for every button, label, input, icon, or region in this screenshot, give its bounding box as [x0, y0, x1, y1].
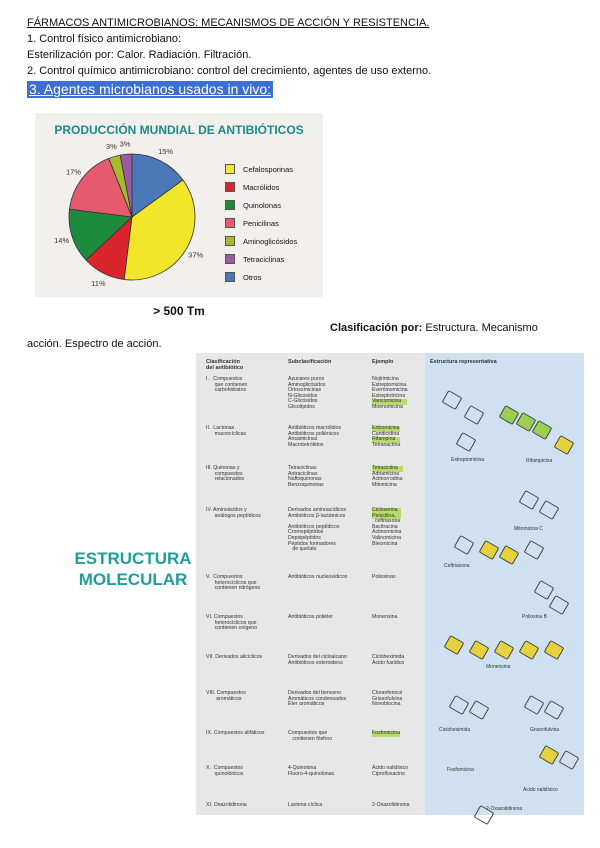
- table-cell-sub: Azucares puros Aminoglicósidos Ortosomicinas N-Glicosidos C-Glicósidos Glicolípidos: [288, 376, 326, 410]
- table-cell-cls: II. Lactonas macrocíclicas: [206, 425, 247, 437]
- example-name: 2-Oxazolidinona: [372, 802, 410, 808]
- legend-label: Aminoglicósidos: [243, 236, 298, 246]
- example-name: Actinorrodina: [372, 476, 403, 483]
- table-cell-ex: [372, 426, 400, 448]
- legend-swatch: [225, 200, 235, 210]
- legend-item-otros: [225, 268, 297, 286]
- table-cell-cls: IX. Compuestos alifáticos: [206, 730, 265, 736]
- example-name: ceftriaxona: [372, 518, 401, 525]
- chart-legend: [225, 160, 297, 286]
- pie-label-cefalosporinas: 37%: [188, 250, 204, 260]
- structure-name: Polioxina B: [522, 614, 548, 620]
- table-header-3: Ejemplo: [372, 359, 394, 365]
- structure-name: Rifampicina: [526, 458, 553, 464]
- pie-label-macrólidos: 11%: [91, 278, 106, 288]
- example-name: Candicidina: [372, 430, 400, 437]
- estructura-molecular-label: [73, 548, 193, 590]
- pie-label-penicilinas: 17%: [66, 167, 82, 177]
- table-cell-cls: V. Compuestos heterocíclicos que contienen nitrógeno: [206, 574, 261, 592]
- legend-label: Quinolonas: [243, 200, 281, 210]
- example-name: Valinomicina: [372, 534, 402, 541]
- pie-label-aminoglicósidos: 3%: [105, 141, 117, 151]
- classification-line: [330, 322, 538, 334]
- pie-label-quinolonas: 14%: [54, 235, 70, 245]
- legend-swatch: [225, 272, 235, 282]
- legend-item-macrólidos: [225, 178, 297, 196]
- table-cell-sub: Antibióticos macrólidos Antibióticos poliénicos Ansamicinas Macrotetrólidos: [288, 425, 342, 448]
- example-name: Eritromicina: [372, 425, 400, 431]
- section-in-vivo-agents: 3. Agentes microbianos usados in vivo:: [29, 81, 272, 97]
- legend-label: Tetraciclinas: [243, 254, 285, 264]
- estructura-line-2: MOLECULAR: [78, 570, 188, 589]
- example-name: Tetraciclina: [372, 466, 403, 472]
- structure-name: 2-Oxazolidinona: [486, 806, 523, 812]
- table-cell-sub: Derivados del cicloalcano Antibióticos esteroideos: [288, 654, 347, 666]
- example-name: Cloranfenicol: [372, 690, 403, 696]
- table-cell-ex: [372, 731, 400, 737]
- structure-name: Griseofulvina: [530, 727, 560, 733]
- legend-swatch: [225, 236, 235, 246]
- example-name: Cicloheximida: [372, 654, 405, 660]
- legend-swatch: [225, 218, 235, 228]
- table-cell-ex: [372, 803, 410, 809]
- example-name: Adriamicina: [372, 470, 400, 477]
- classification-line-2: acción. Espectro de acción.: [27, 338, 162, 350]
- pie-label-tetraciclinas: 3%: [119, 139, 131, 149]
- table-cell-cls: VIII. Compuestos aromáticos: [206, 690, 246, 702]
- classification-text: Estructura. Mecanismo: [422, 322, 538, 334]
- table-cell-ex: [372, 466, 403, 488]
- example-name: Nojirimicina: [372, 376, 399, 382]
- table-cell-sub: Derivados del benceno Aromáticos condensados Éter aromáticos: [288, 690, 347, 708]
- structure-name: Ceftriaxona: [444, 563, 470, 569]
- classification-table: [196, 353, 584, 815]
- estructura-line-1: ESTRUCTURA: [74, 549, 192, 568]
- structure-name: Monensina: [486, 664, 511, 670]
- example-name: Vancomicina: [372, 399, 407, 405]
- table-cell-ex: [372, 691, 402, 708]
- example-name: Rifampina: [372, 437, 400, 443]
- example-name: Monensina: [372, 614, 398, 620]
- chart-footer: > 500 Tm: [153, 304, 205, 318]
- classification-label: Clasificación por:: [330, 322, 423, 334]
- table-cell-cls: VII. Derivados alicíclicos: [206, 654, 263, 660]
- table-cell-cls: IV. Aminoácidos y análogos peptídicos: [206, 507, 261, 519]
- table-cell-cls: X. Compuestos quinolónicos: [206, 765, 244, 777]
- table-cell-ex: [372, 575, 396, 581]
- example-name: Estreptotricina: [372, 392, 406, 399]
- example-name: Actinomicina: [372, 529, 402, 536]
- table-cell-sub: Antibióticos nucleosídicos: [288, 574, 348, 580]
- table-header-2: Subclasificación: [288, 359, 332, 365]
- example-name: Ácido fusídico: [372, 659, 405, 666]
- table-cell-ex: [372, 615, 397, 621]
- section-physical-control: 1. Control físico antimicrobiano:: [27, 33, 182, 45]
- table-header-4: Estructura representativa: [430, 359, 497, 365]
- legend-item-penicilinas: [225, 214, 297, 232]
- structure-name: Mitomicina C: [514, 526, 543, 532]
- table-cell-sub: Derivados aminoacídicos Antibióticos β-lactámicos Antibióticos peptídicos Cromopéptidos Depsipéptidos Péptidos formadores de quelato: [288, 507, 346, 553]
- structure-name: Ácido nalidíxico: [523, 787, 558, 793]
- legend-item-quinolonas: [225, 196, 297, 214]
- pie-label-otros: 15%: [158, 147, 174, 157]
- table-cell-ex: [372, 508, 401, 547]
- table-cell-cls: VI. Compuestos heterocíclicos que contienen oxígeno: [206, 614, 258, 632]
- example-name: Bacitracina: [372, 523, 398, 530]
- example-name: Mitomicina: [372, 481, 397, 488]
- structure-name: Fosfomicina: [447, 767, 474, 773]
- legend-item-cefalosporinas: [225, 160, 297, 178]
- table-cell-sub: Tetraciclinas Antraciclinas Naftoquinonas Benzoquinonas: [288, 465, 324, 488]
- chart-title: PRODUCCIÓN MUNDIAL DE ANTIBIÓTICOS: [54, 123, 304, 137]
- table-cell-cls: I. Compuestos que contienen carbohidratos: [206, 376, 248, 394]
- legend-label: Otros: [243, 272, 262, 282]
- table-cell-sub: Antibióticos poliéter: [288, 614, 333, 620]
- antibiotic-production-chart: [35, 113, 323, 323]
- document-title: FÁRMACOS ANTIMICROBIANOS: MECANISMOS DE ACCIÓN Y RESISTENCIA.: [27, 17, 430, 29]
- example-name: Griseofulvina: [372, 695, 403, 702]
- legend-swatch: [225, 164, 235, 174]
- example-name: Bleomicina: [372, 540, 398, 547]
- legend-label: Macrólidos: [243, 182, 280, 192]
- legend-swatch: [225, 254, 235, 264]
- legend-label: Penicilinas: [243, 218, 279, 228]
- example-name: Moenomicina: [372, 403, 403, 410]
- table-cell-ex: [372, 766, 408, 777]
- table-cell-ex: [372, 655, 404, 666]
- example-name: Novobiocina: [372, 701, 401, 708]
- table-cell-sub: 4-Quinolona Fluoro-4-quinolonas: [288, 765, 335, 777]
- structure-column: [425, 353, 584, 815]
- example-name: Tetranactina: [372, 441, 401, 448]
- example-name: Estreptomicina: [372, 381, 407, 388]
- table-cell-sub: Lactona cíclica: [288, 802, 323, 808]
- example-name: Polioxinas: [372, 574, 396, 580]
- structure-name: Estreptomicina: [451, 457, 485, 463]
- legend-item-aminoglicósidos: [225, 232, 297, 250]
- example-name: Fosfomicina: [372, 730, 400, 736]
- legend-item-tetraciclinas: [225, 250, 297, 268]
- example-name: Cicloserina: [372, 508, 401, 514]
- sterilization-methods: Esterilización por: Calor. Radiación. Filtración.: [27, 49, 252, 61]
- table-header-1: Clasificación del antibiótico: [206, 359, 244, 371]
- example-name: Ácido nalidíxico: [372, 765, 409, 771]
- table-cell-cls: III. Quinonas y compuestos relacionados: [206, 465, 245, 483]
- table-cell-cls: XI. Oxazolidinona: [206, 802, 247, 808]
- legend-swatch: [225, 182, 235, 192]
- table-cell-ex: [372, 377, 407, 411]
- table-cell-sub: Compuestos que contienen fósforo: [288, 730, 333, 742]
- example-name: Ciprofloxacino: [372, 770, 405, 777]
- legend-label: Cefalosporinas: [243, 164, 294, 174]
- example-name: Penicilina,: [372, 514, 401, 520]
- example-name: Everninomicina: [372, 387, 408, 394]
- structure-name: Cicloheximida: [439, 727, 471, 733]
- section-chemical-control: 2. Control químico antimicrobiano: control del crecimiento, agentes de uso externo.: [27, 65, 432, 77]
